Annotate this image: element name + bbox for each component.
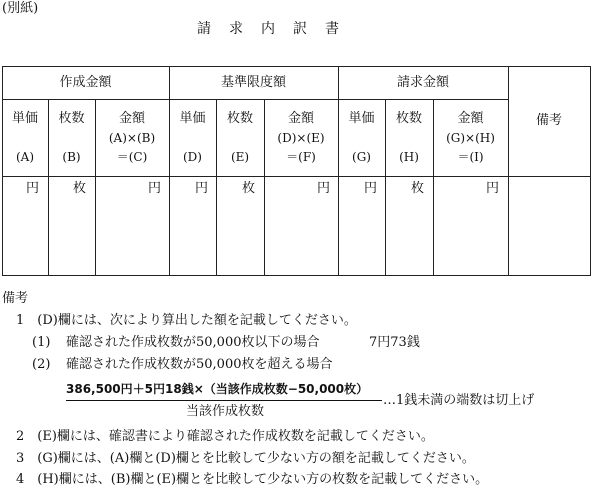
table-line <box>433 99 434 276</box>
note-item-1: 1 (D)欄には、次により算出した額を記載してください。 <box>16 313 357 328</box>
note-item-1-2-text: 確認された作成枚数が50,000枚を超える場合 <box>66 357 333 372</box>
table-line <box>590 66 591 276</box>
unit-label-sheets: 枚 <box>73 181 87 196</box>
column-formula: (G)×(H) <box>446 131 495 145</box>
column-header-amount: 金額 <box>118 111 145 126</box>
unit-label-yen: 円 <box>148 181 162 196</box>
column-mark: (B) <box>62 150 81 164</box>
document-title: 請 求 内 訳 書 <box>197 21 341 37</box>
table-line <box>95 99 96 276</box>
column-header-amount: 金額 <box>457 111 484 126</box>
group-header-creation-amount: 作成金額 <box>59 75 112 90</box>
column-formula-result: ＝(C) <box>116 150 148 164</box>
column-header-unit-price: 単価 <box>179 111 206 126</box>
note-item-1-1-number: (1) <box>32 335 51 350</box>
table-line <box>2 66 591 67</box>
column-mark: (H) <box>399 150 419 164</box>
table-line <box>2 176 591 177</box>
table-line <box>2 66 3 276</box>
table-line <box>169 66 170 276</box>
note-item-1-1-text: 確認された作成枚数が50,000枚以下の場合 <box>66 335 320 350</box>
column-formula-result: ＝(I) <box>457 150 484 164</box>
column-header-quantity: 枚数 <box>395 111 422 126</box>
attachment-label: (別紙) <box>2 1 39 16</box>
unit-label-yen: 円 <box>364 181 378 196</box>
note-item-1-2-number: (2) <box>32 357 51 372</box>
group-header-standard-limit: 基準限度額 <box>220 75 286 90</box>
column-header-quantity: 枚数 <box>58 111 85 126</box>
column-header-unit-price: 単価 <box>11 111 38 126</box>
rounding-note: …1銭未満の端数は切上げ <box>383 393 535 408</box>
notes-heading: 備考 <box>2 291 29 306</box>
fraction-bar <box>66 400 382 401</box>
table-line <box>216 99 217 276</box>
note-item-1-1-value: 7円73銭 <box>369 335 420 350</box>
column-header-amount: 金額 <box>287 111 314 126</box>
unit-label-sheets: 枚 <box>242 181 256 196</box>
unit-label-yen: 円 <box>26 181 40 196</box>
remarks-column-header: 備考 <box>535 113 562 128</box>
column-header-unit-price: 単価 <box>348 111 375 126</box>
group-header-billed-amount: 請求金額 <box>396 75 449 90</box>
column-mark: (D) <box>183 150 202 164</box>
unit-label-yen: 円 <box>486 181 500 196</box>
note-item-2: 2 (E)欄には、確認書により確認された作成枚数を記載してください。 <box>16 429 434 444</box>
column-mark: (G) <box>352 150 371 164</box>
column-formula-result: ＝(F) <box>286 150 316 164</box>
formula-denominator: 当該作成枚数 <box>186 404 265 419</box>
column-header-quantity: 枚数 <box>226 111 253 126</box>
table-line <box>2 275 591 276</box>
unit-label-yen: 円 <box>195 181 209 196</box>
column-formula: (A)×(B) <box>108 131 156 145</box>
table-line <box>264 99 265 276</box>
column-mark: (E) <box>230 150 250 164</box>
column-formula: (D)×(E) <box>277 131 325 145</box>
note-item-4: 4 (H)欄には、(B)欄と(E)欄とを比較して少ない方の枚数を記載してください。 <box>16 472 489 487</box>
unit-label-sheets: 枚 <box>411 181 425 196</box>
table-line <box>508 66 509 276</box>
formula-numerator: 386,500円＋5円18銭×（当該作成枚数−50,000枚） <box>66 382 369 396</box>
note-item-3: 3 (G)欄には、(A)欄と(D)欄とを比較して少ない方の額を記載してください。 <box>16 451 475 466</box>
column-mark: (A) <box>15 150 35 164</box>
table-line <box>338 66 339 276</box>
table-line <box>385 99 386 276</box>
unit-label-yen: 円 <box>317 181 331 196</box>
table-line <box>48 99 49 276</box>
